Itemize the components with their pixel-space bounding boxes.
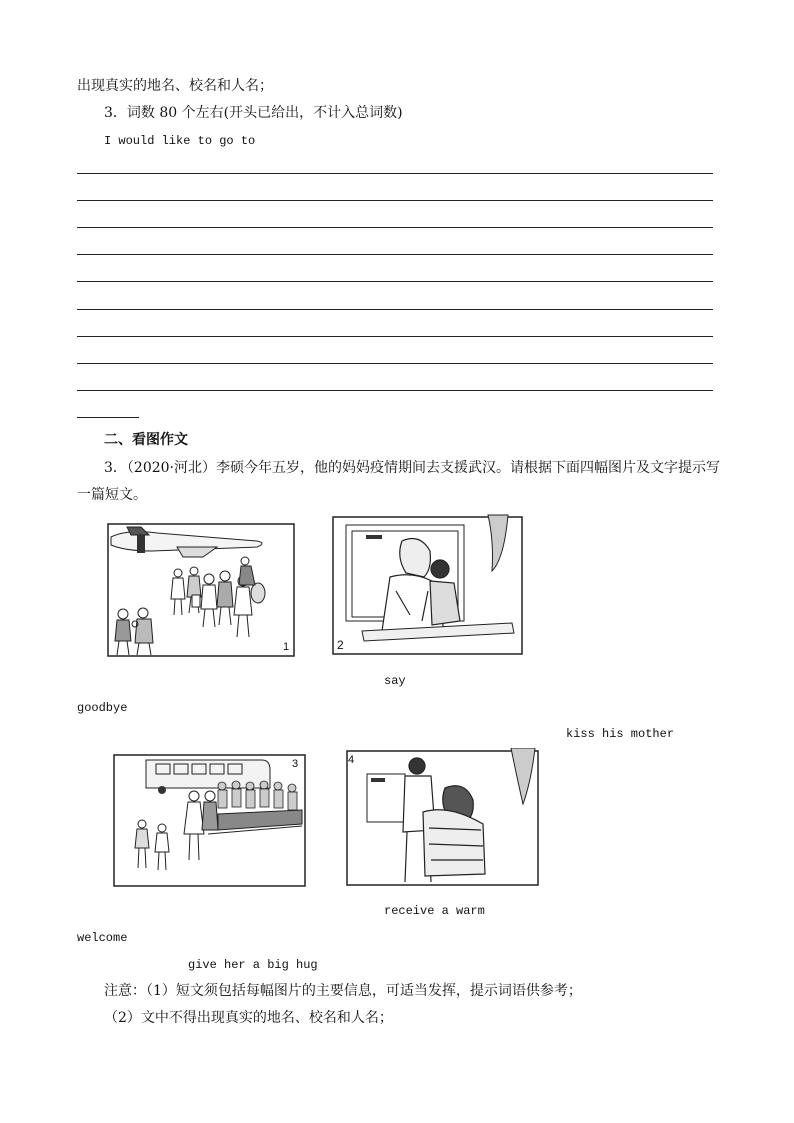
picture-4-number: 4 [348, 754, 355, 766]
cue-kiss-his-mother: kiss his mother [566, 727, 675, 741]
note-2: （2）文中不得出现真实的地名、校名和人名； [104, 1010, 393, 1026]
writing-line [77, 281, 713, 282]
picture-2-number: 2 [337, 638, 344, 652]
cue-receive-a-warm: receive a warm [384, 904, 485, 918]
requirement-line-1: 出现真实的地名、校名和人名； [77, 78, 273, 94]
cue-say: say [384, 674, 406, 688]
writing-line [77, 254, 713, 255]
writing-line [77, 336, 713, 337]
picture-1-airport-farewell [107, 521, 297, 658]
note-1: 注意：（1）短文须包括每幅图片的主要信息，可适当发挥，提示词语供参考； [104, 983, 582, 999]
writing-line [77, 173, 713, 174]
short-writing-line [77, 417, 139, 418]
picture-4-big-hug [345, 748, 541, 888]
writing-line [77, 227, 713, 228]
essay-opening: I would like to go to [104, 134, 256, 148]
cue-goodbye: goodbye [77, 701, 128, 715]
section-heading: 二、看图作文 [104, 432, 188, 448]
prompt-line-1: 3．（2020·河北）李硕今年五岁，他的妈妈疫情期间去支援武汉。请根据下面四幅图片及文字提示写 [104, 460, 720, 476]
picture-1-number: 1 [283, 641, 290, 653]
writing-line [77, 200, 713, 201]
writing-line [77, 309, 713, 310]
picture-3-warm-welcome [112, 752, 308, 889]
picture-3-number: 3 [292, 758, 299, 770]
picture-2-kiss-mother [332, 511, 526, 657]
cue-give-her-a-big-hug: give her a big hug [188, 958, 318, 972]
requirement-3: 3．词数 80 个左右(开头已给出，不计入总词数) [104, 105, 403, 121]
writing-line [77, 363, 713, 364]
prompt-line-2: 一篇短文。 [77, 487, 147, 503]
writing-line [77, 390, 713, 391]
cue-welcome: welcome [77, 931, 128, 945]
